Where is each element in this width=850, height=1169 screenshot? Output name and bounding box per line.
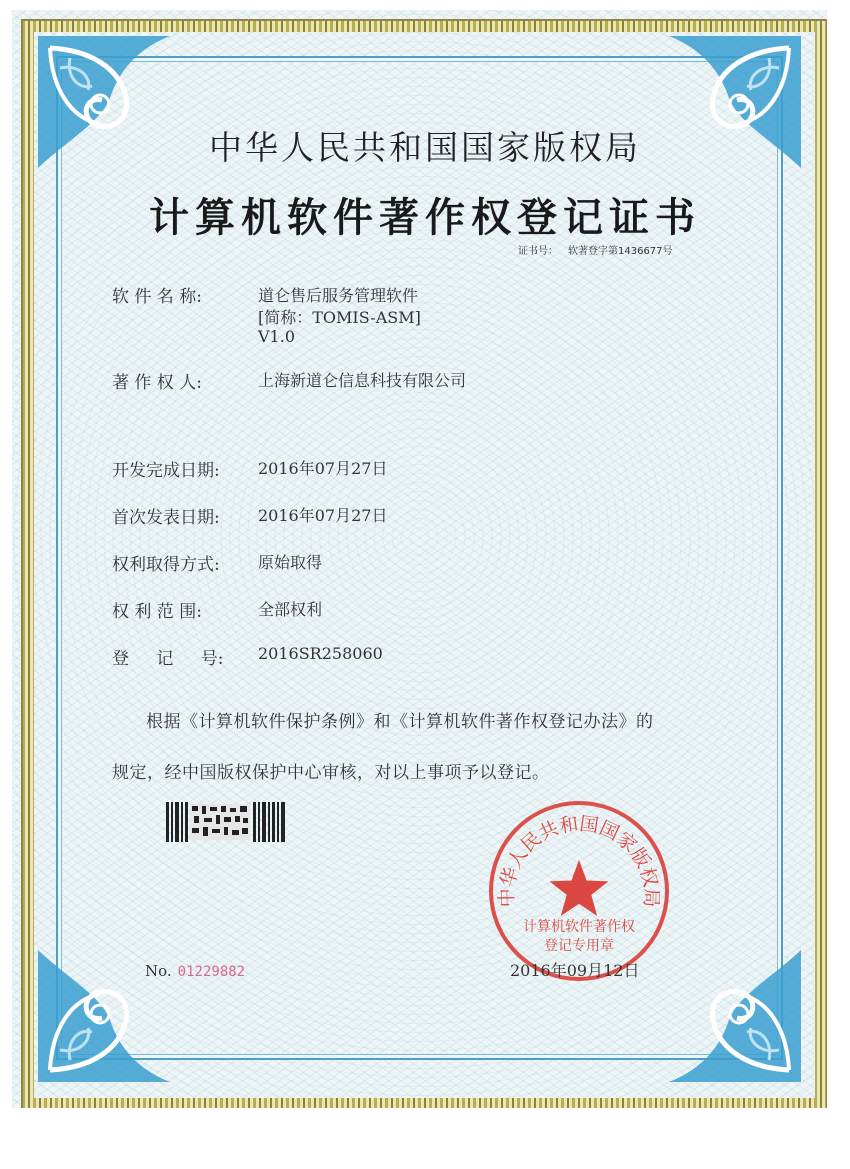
software-short-name: [简称：TOMIS-ASM]	[258, 308, 421, 327]
owner-label: 著 作 权 人:	[112, 373, 202, 393]
certificate-number-label: 证书号：	[518, 246, 558, 257]
rights-scope: 全部权利	[258, 600, 323, 619]
serial-number	[145, 962, 245, 980]
barcode	[166, 802, 286, 842]
statement-line-2: 规定，经中国版权保护中心审核，对以上事项予以登记。	[112, 763, 550, 783]
certificate-title: 计算机软件著作权登记证书	[149, 194, 701, 241]
serial-label: No.	[145, 962, 172, 980]
dev-date: 2016年07月27日	[258, 459, 388, 478]
issuing-authority: 中华人民共和国国家版权局	[209, 128, 641, 167]
certificate-number-value: 软著登字第1436677号	[568, 246, 673, 257]
issue-date: 2016年09月12日	[510, 961, 640, 980]
certificate-number	[518, 242, 683, 257]
pub-date: 2016年07月27日	[258, 506, 388, 525]
software-version: V1.0	[258, 327, 295, 346]
serial-value: 01229882	[177, 964, 246, 980]
seal-line-2: 登记专用章	[544, 938, 614, 954]
acquisition-label: 权利取得方式:	[112, 555, 220, 575]
seal-ring-text: 中华人民共和国国家版权局	[495, 812, 663, 908]
registration-number: 2016SR258060	[258, 644, 383, 663]
official-seal	[486, 798, 672, 984]
reg-no-label: 登 记 号:	[112, 649, 224, 669]
seal-line-1: 计算机软件著作权	[523, 919, 635, 935]
software-name-label: 软 件 名 称:	[112, 287, 202, 307]
seal-star-icon	[550, 860, 609, 916]
acquisition-method: 原始取得	[258, 553, 323, 572]
scope-label: 权 利 范 围:	[112, 602, 202, 622]
pub-date-label: 首次发表日期:	[112, 508, 220, 528]
statement-line-1: 根据《计算机软件保护条例》和《计算机软件著作权登记办法》的	[146, 712, 654, 732]
owner: 上海新道仑信息科技有限公司	[258, 371, 467, 390]
dev-date-label: 开发完成日期:	[112, 461, 220, 481]
software-name: 道仑售后服务管理软件	[258, 286, 419, 305]
corner-ornament-bottom-right	[659, 940, 809, 1090]
